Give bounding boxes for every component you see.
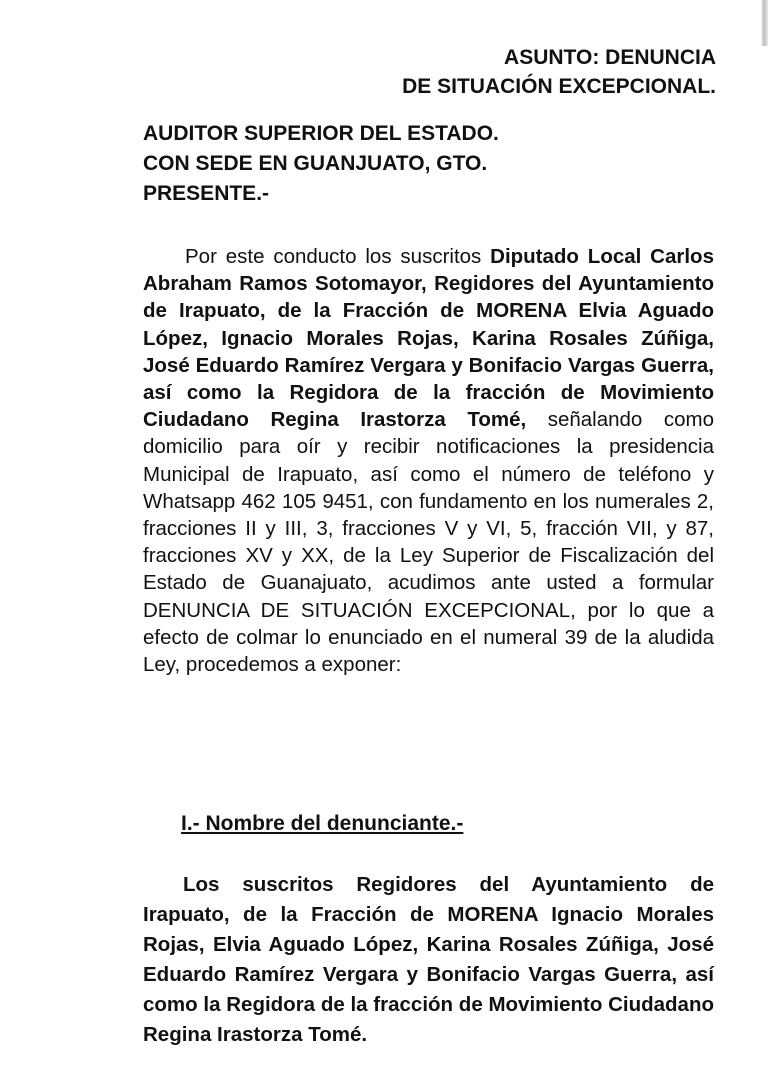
addressee-block [143, 119, 499, 209]
complainant-names: Diputado Local Carlos Abraham Ramos Sotomayor, Regidores del Ayuntamiento de Irapuato, de la Fracción de MORENA Elvia Aguado López, Ignacio Morales Rojas, Karina Rosales Zúñiga, José Eduardo Ramírez Vergara y Bonifacio Vargas Guerra, así como la Regidora de la fracción de Movimiento Ciudadano Regina Irastorza Tomé, [143, 245, 714, 432]
subject-line-1: ASUNTO: DENUNCIA [504, 46, 716, 69]
intro-rest-text: señalando como domicilio para oír y recibir notificaciones la presidencia Municipal de Irapuato, así como el número de teléfono y Whatsapp 462 105 9451, con fundamento en los numerales 2, fracciones II y III, 3, fracciones V y VI, 5, fracción VII, y 87, fracciones XV y XX, de la Ley Superior de Fiscalización del Estado de Guanajuato, acudimos ante usted a formular DENUNCIA DE SITUACIÓN EXCEPCIONAL, por lo que a efecto de colmar lo enunciado en el numeral 39 de la aludida Ley, procedemos a exponer: [143, 408, 714, 677]
subject-line-2: DE SITUACIÓN EXCEPCIONAL. [402, 75, 716, 98]
addressee-line-3: PRESENTE.- [143, 182, 270, 205]
subject-block [402, 43, 716, 101]
page-edge-shadow [761, 0, 768, 46]
section-1-title: I.- Nombre del denunciante.- [181, 812, 464, 835]
intro-paragraph [143, 243, 714, 678]
intro-text: Por este conducto los suscritos [185, 245, 491, 268]
addressee-line-2: CON SEDE EN GUANJUATO, GTO. [143, 152, 488, 175]
section-1-body: Los suscritos Regidores del Ayuntamiento de Irapuato, de la Fracción de MORENA Ignacio Morales Rojas, Elvia Aguado López, Karina Rosales Zúñiga, José Eduardo Ramírez Vergara y Bonifacio Vargas Guerra, así como la Regidora de la fracción de Movimiento Ciudadano Regina Irastorza Tomé. [143, 873, 714, 1046]
addressee-line-1: AUDITOR SUPERIOR DEL ESTADO. [143, 122, 499, 145]
